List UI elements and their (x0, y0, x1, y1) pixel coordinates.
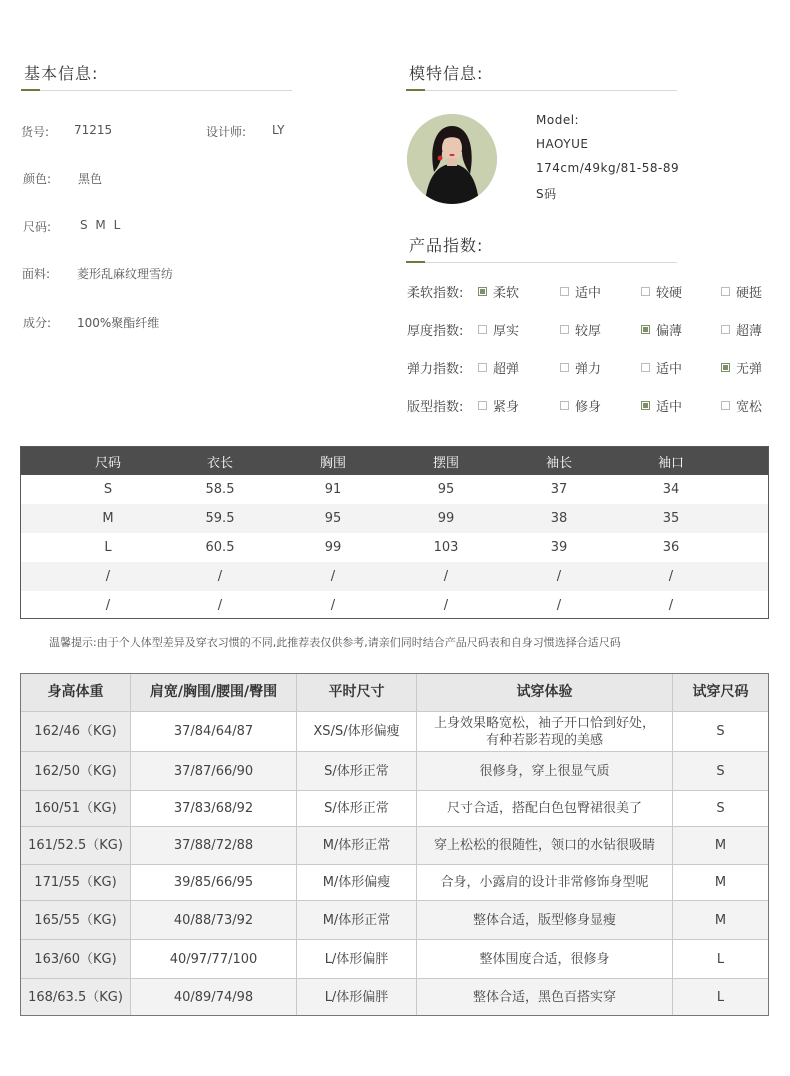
trial-table-cell: 40/88/73/92 (131, 901, 297, 939)
size-table-cell: / (105, 569, 111, 584)
model-name: HAOYUE (536, 137, 589, 151)
index-option (641, 358, 682, 377)
index-option-label: 修身 (575, 400, 602, 415)
size-table-cell: 59.5 (205, 511, 235, 526)
size-table-row (21, 533, 768, 562)
size-table (20, 446, 769, 619)
index-option-label: 紧身 (493, 400, 520, 415)
field-label-composition: 成分: (23, 316, 52, 330)
trial-table-cell: S (673, 752, 768, 790)
size-table-cell: / (556, 598, 562, 613)
index-option (560, 396, 601, 415)
index-label: 柔软指数: (407, 286, 464, 301)
trial-table-cell: 合身，小露肩的设计非常修饰身型呢 (417, 865, 673, 900)
index-option-label: 较厚 (575, 324, 602, 339)
size-table-cell: 60.5 (205, 540, 235, 555)
size-table-header-cell: 袖口 (657, 455, 684, 471)
size-table-header-cell: 摆围 (432, 455, 459, 471)
index-option (478, 282, 519, 301)
size-table-cell: 103 (433, 540, 459, 555)
checkbox-checked-icon (641, 325, 650, 334)
checkbox-icon (478, 325, 487, 334)
index-option (721, 282, 762, 301)
trial-table-header (21, 674, 768, 712)
size-table-cell: S (103, 482, 113, 497)
field-value-sku: 71215 (74, 123, 113, 137)
trial-table-row (21, 827, 768, 865)
index-option-label: 厚实 (493, 324, 520, 339)
trial-table-cell: M/体形正常 (297, 827, 417, 864)
trial-table-cell: 穿上松松的很随性，领口的水钻很吸睛 (417, 827, 673, 864)
index-option-label: 超薄 (736, 324, 763, 339)
trial-table-row (21, 752, 768, 791)
checkbox-checked-icon (478, 287, 487, 296)
trial-table-cell: 171/55（KG) (21, 865, 131, 900)
index-option (721, 396, 762, 415)
trial-table-cell: 很修身，穿上很显气质 (417, 752, 673, 790)
basic-info-accent (21, 89, 40, 91)
size-table-cell: 91 (324, 482, 342, 497)
trial-table-row (21, 901, 768, 940)
index-option-label: 超弹 (493, 362, 520, 377)
checkbox-icon (560, 401, 569, 410)
index-option (560, 282, 601, 301)
trial-table-cell: 整体围度合适，很修身 (417, 940, 673, 978)
index-option-label: 柔软 (493, 286, 520, 301)
size-table-cell: / (443, 598, 449, 613)
index-option (721, 358, 762, 377)
size-table-cell: 99 (324, 540, 342, 555)
product-index-accent (406, 261, 425, 263)
size-table-cell: 99 (437, 511, 455, 526)
size-table-header-cell: 袖长 (545, 455, 572, 471)
field-value-size: S M L (80, 218, 123, 232)
trial-table-cell: XS/S/体形偏瘦 (297, 712, 417, 751)
size-table-cell: / (556, 569, 562, 584)
index-option (560, 320, 601, 339)
size-table-row (21, 504, 768, 533)
index-option-label: 无弹 (736, 362, 763, 377)
basic-info-title: 基本信息: (24, 64, 99, 83)
trial-table (20, 673, 769, 1016)
index-option-label: 较硬 (656, 286, 683, 301)
index-option (641, 320, 682, 339)
size-table-cell: 58.5 (205, 482, 235, 497)
size-table-cell: 39 (550, 540, 568, 555)
model-portrait-icon (407, 114, 497, 204)
size-table-header-cell: 胸围 (319, 455, 346, 471)
trial-table-cell: M/体形正常 (297, 901, 417, 939)
checkbox-icon (478, 363, 487, 372)
checkbox-icon (721, 325, 730, 334)
index-option-label: 硬挺 (736, 286, 763, 301)
index-option-label: 适中 (656, 362, 683, 377)
trial-table-cell: M (673, 827, 768, 864)
trial-table-cell: 整体合适，版型修身显瘦 (417, 901, 673, 939)
field-value-composition: 100%聚酯纤维 (77, 316, 160, 330)
trial-table-header-cell: 身高体重 (21, 674, 131, 711)
size-table-cell: / (105, 598, 111, 613)
checkbox-icon (641, 287, 650, 296)
trial-table-header-cell: 试穿体验 (417, 674, 673, 711)
trial-table-row (21, 712, 768, 752)
trial-table-cell: S/体形正常 (297, 791, 417, 826)
size-table-row (21, 591, 768, 620)
size-table-cell: / (443, 569, 449, 584)
size-table-cell: 35 (662, 511, 680, 526)
trial-table-cell: S/体形正常 (297, 752, 417, 790)
index-label: 版型指数: (407, 400, 464, 415)
size-table-cell: 34 (662, 482, 680, 497)
checkbox-icon (721, 401, 730, 410)
product-index-title: 产品指数: (409, 236, 484, 255)
trial-table-cell: 162/50（KG) (21, 752, 131, 790)
checkbox-icon (560, 325, 569, 334)
trial-table-row (21, 979, 768, 1015)
index-option-label: 宽松 (736, 400, 763, 415)
trial-table-cell: 37/88/72/88 (131, 827, 297, 864)
size-table-header-cell: 尺码 (94, 455, 121, 471)
trial-table-header-cell: 试穿尺码 (692, 684, 749, 700)
basic-info-divider (21, 90, 292, 91)
trial-table-header-cell: 平时尺寸 (297, 674, 417, 711)
trial-table-cell: M (714, 875, 727, 890)
index-label: 弹力指数: (407, 362, 464, 377)
checkbox-icon (641, 363, 650, 372)
model-info-accent (406, 89, 425, 91)
sizing-note: 温馨提示:由于个人体型差异及穿衣习惯的不同,此推荐表仅供参考,请亲们同时结合产品尺码表和自身习惯选择合适尺码 (49, 636, 621, 649)
index-option-label: 偏薄 (656, 324, 683, 339)
trial-table-cell: L (716, 951, 725, 967)
model-measurements: 174cm/49kg/81-58-89 (536, 161, 680, 175)
size-table-row (21, 562, 768, 591)
field-value-fabric: 菱形乱麻纹理雪纺 (77, 267, 174, 281)
checkbox-icon (560, 287, 569, 296)
size-table-cell: / (217, 569, 223, 584)
trial-table-cell: 40/89/74/98 (131, 979, 297, 1015)
index-option (478, 320, 519, 339)
field-value-color: 黑色 (78, 172, 103, 186)
trial-table-row (21, 865, 768, 901)
size-table-cell: / (668, 598, 674, 613)
model-avatar (407, 114, 497, 204)
checkbox-checked-icon (641, 401, 650, 410)
checkbox-icon (721, 287, 730, 296)
size-table-cell: 95 (437, 482, 455, 497)
trial-table-header-cell: 肩宽/胸围/腰围/臀围 (131, 674, 297, 711)
index-option (641, 282, 682, 301)
model-info-title: 模特信息: (409, 64, 484, 83)
trial-table-cell: M (673, 901, 768, 939)
trial-table-cell: S (716, 724, 725, 739)
size-table-cell: / (217, 598, 223, 613)
product-index-divider (406, 262, 677, 263)
trial-table-cell: S (716, 801, 725, 816)
index-option (641, 396, 682, 415)
trial-table-cell: 上身效果略宽松，袖子开口恰到好处， 有种若影若现的美感 (417, 712, 673, 751)
trial-table-cell: 162/46（KG) (21, 712, 131, 751)
size-table-row (21, 475, 768, 504)
trial-table-cell: 37/87/66/90 (131, 752, 297, 790)
size-table-cell: 38 (550, 511, 568, 526)
trial-table-cell: M/体形偏瘦 (297, 865, 417, 900)
trial-table-cell: L/体形偏胖 (297, 940, 417, 978)
model-heading: Model: (536, 113, 580, 127)
size-table-header-cell: 衣长 (206, 455, 233, 471)
model-size: S码 (536, 187, 557, 201)
size-table-cell: 36 (662, 540, 680, 555)
index-option (721, 320, 762, 339)
size-table-cell: 95 (324, 511, 342, 526)
size-table-header (21, 447, 768, 475)
size-table-cell: L (104, 540, 112, 555)
field-label-sku: 货号: (21, 125, 50, 139)
index-option-label: 适中 (575, 286, 602, 301)
trial-table-row (21, 940, 768, 979)
index-option (560, 358, 601, 377)
index-label: 厚度指数: (407, 324, 464, 339)
index-option-label: 适中 (656, 400, 683, 415)
trial-table-cell: 整体合适，黑色百搭实穿 (417, 979, 673, 1015)
size-table-cell: / (330, 569, 336, 584)
size-table-cell: 37 (550, 482, 568, 497)
size-table-cell: / (668, 569, 674, 584)
field-value-designer: LY (272, 123, 285, 137)
field-label-fabric: 面料: (22, 267, 51, 281)
trial-table-cell: L (673, 979, 768, 1015)
field-label-designer: 设计师: (206, 125, 247, 139)
index-option (478, 358, 519, 377)
trial-table-cell: 160/51（KG) (21, 791, 131, 826)
trial-table-cell: L/体形偏胖 (297, 979, 417, 1015)
checkbox-icon (478, 401, 487, 410)
index-option (478, 396, 519, 415)
checkbox-icon (560, 363, 569, 372)
trial-table-cell: 40/97/77/100 (131, 940, 297, 978)
trial-table-cell: 163/60（KG) (21, 940, 131, 978)
field-label-size: 尺码: (23, 220, 52, 234)
trial-table-cell: 37/84/64/87 (131, 712, 297, 751)
trial-table-cell: 尺寸合适，搭配白色包臀裙很美了 (417, 791, 673, 826)
trial-table-cell: 168/63.5（KG) (21, 979, 131, 1015)
field-label-color: 颜色: (23, 172, 52, 186)
trial-table-cell: 39/85/66/95 (131, 865, 297, 900)
checkbox-checked-icon (721, 363, 730, 372)
trial-table-cell: 161/52.5（KG) (21, 827, 131, 864)
size-table-cell: M (102, 511, 114, 526)
size-table-body (21, 475, 768, 620)
trial-table-cell: 37/83/68/92 (131, 791, 297, 826)
size-table-cell: / (330, 598, 336, 613)
index-option-label: 弹力 (575, 362, 602, 377)
model-info-divider (406, 90, 677, 91)
trial-table-row (21, 791, 768, 827)
trial-table-cell: 165/55（KG) (21, 901, 131, 939)
